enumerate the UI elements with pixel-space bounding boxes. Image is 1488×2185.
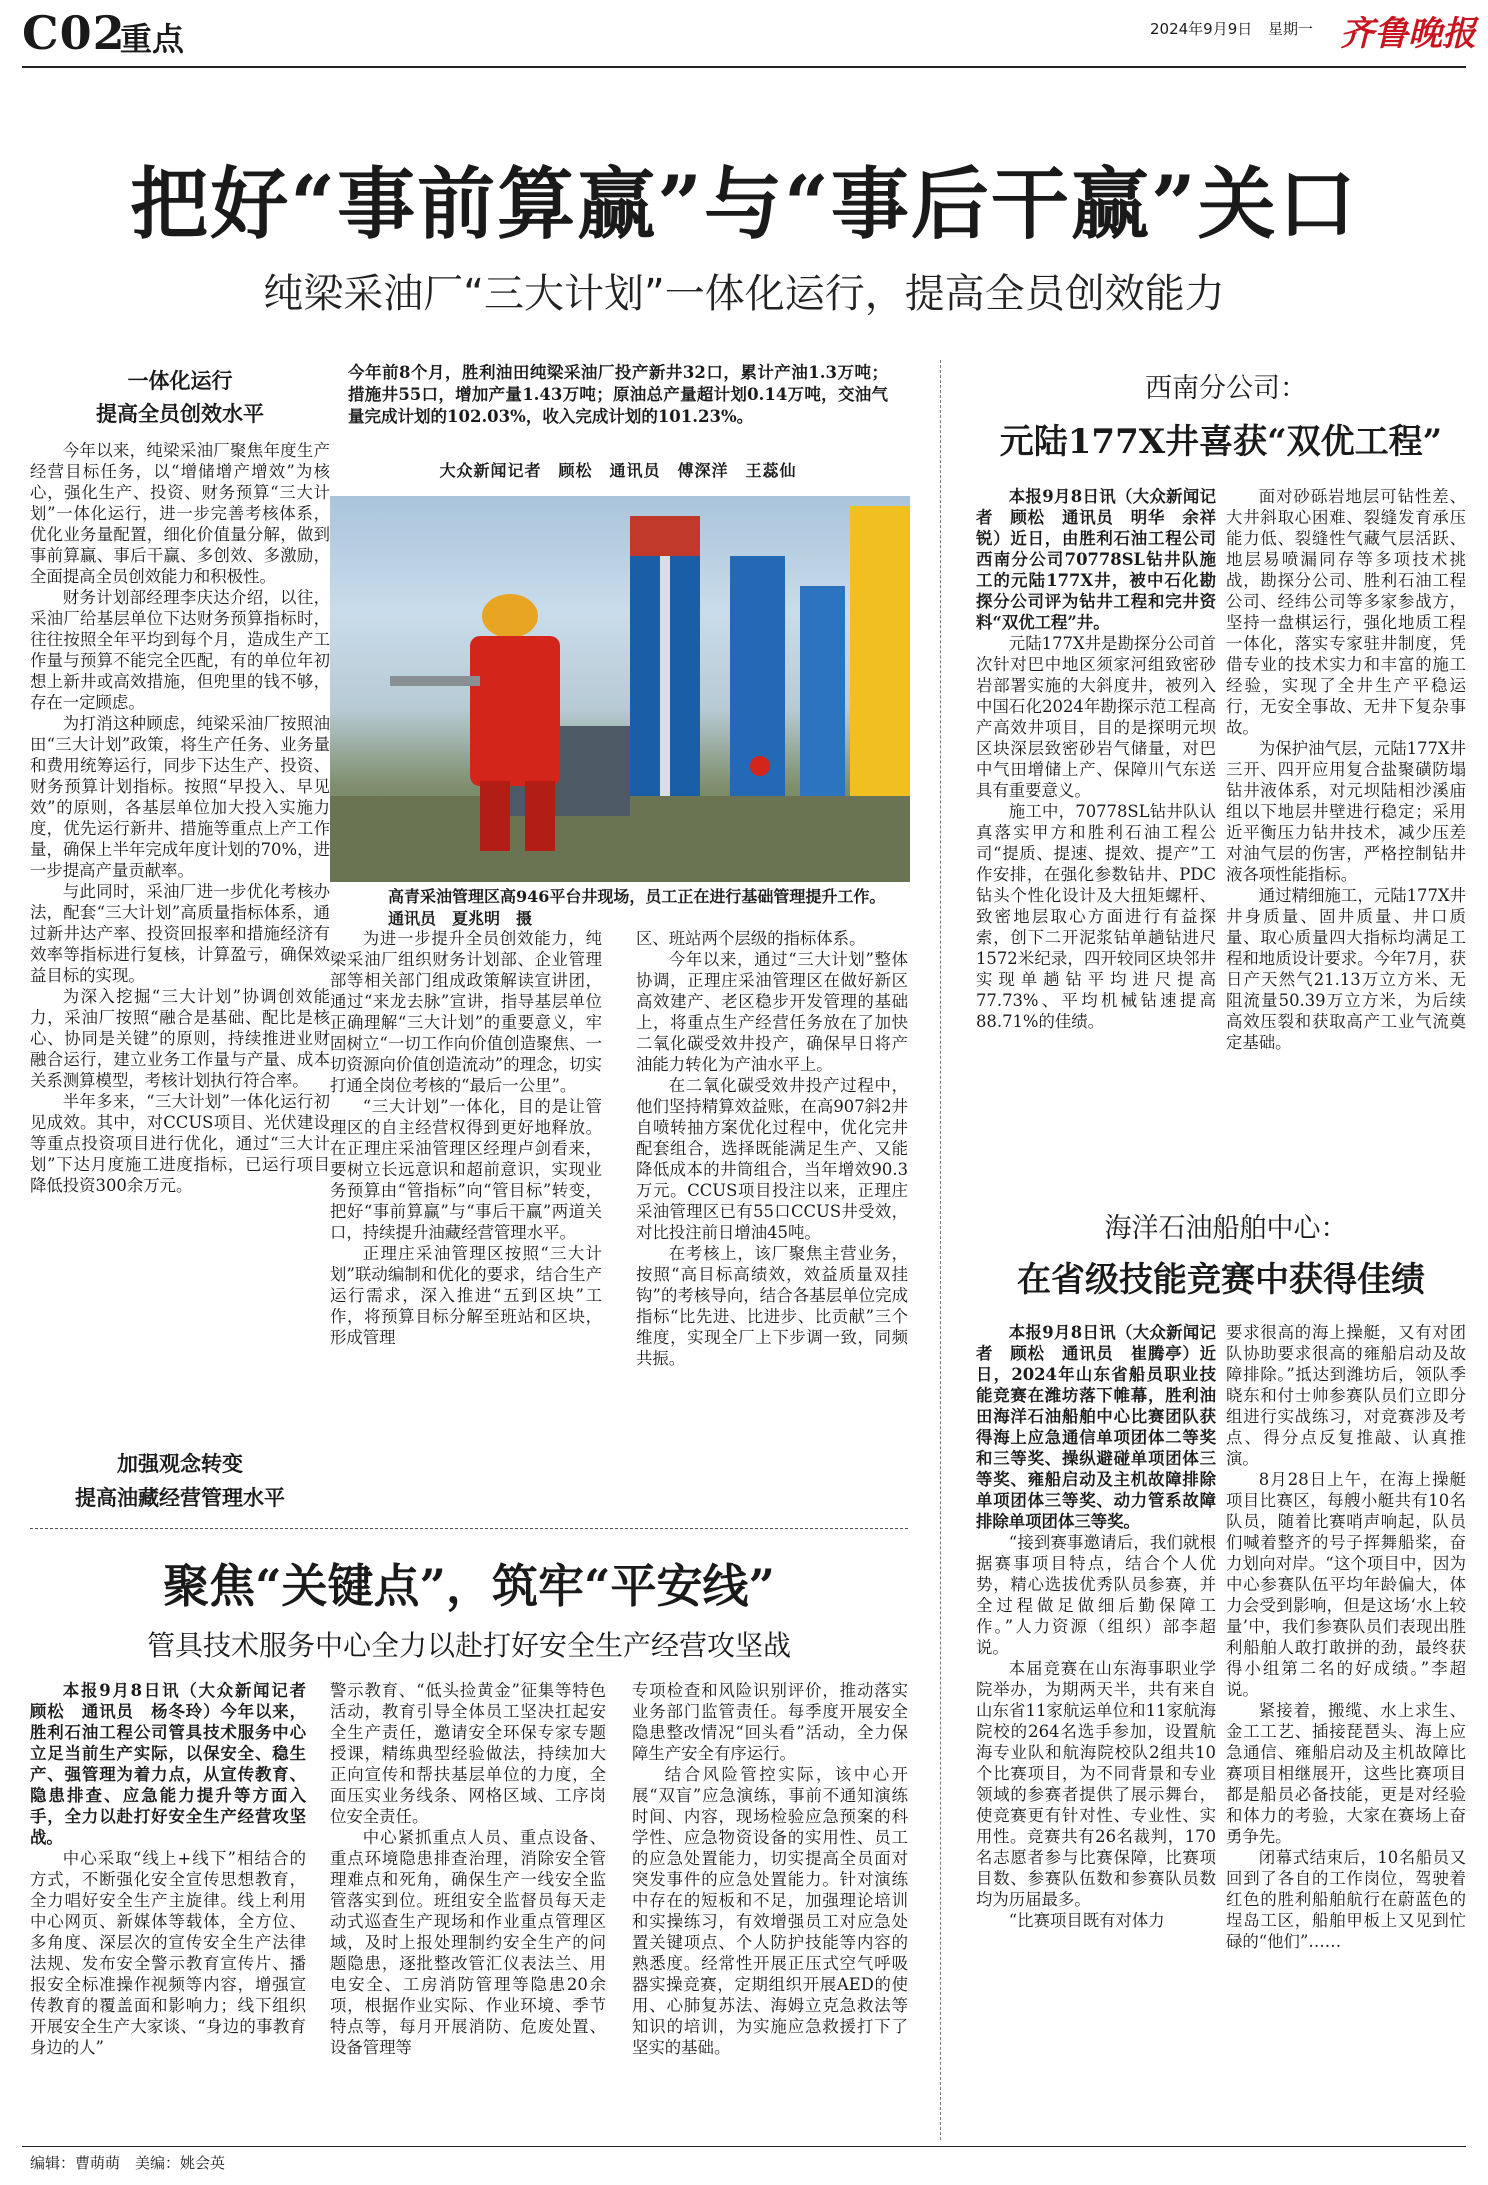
paragraph: 本报9月8日讯（大众新闻记者 顾松 通讯员 崔腾亭）近日，2024年山东省船员职业技能竞赛在潍坊落下帷幕，胜利油田海洋石油船舶中心比赛团队获得海上应急通信单项团体二等奖和三等奖、操纵避碰单项团体三等奖、雍船启动及主机故障排除单项团体三等奖、动力管系故障排除单项团体三等奖。 [976,1323,1216,1531]
paragraph: “比赛项目既有对体力 [1008,1911,1165,1930]
paragraph: 本报9月8日讯（大众新闻记者 顾松 通讯员 明华 余祥锐）近日，由胜利石油工程公司西南分公司70778SL钻井队施工的元陆177X井，被中石化勘探分公司评为钻井工程和完井资料“双优工程”井。 [976,487,1216,632]
paragraph: 8月28日上午，在海上操艇项目比赛区，每艘小艇共有10名队员，随着比赛哨声响起，队员们喊着整齐的号子挥舞船桨，奋力划向对岸。“这个项目中，因为中心参赛队伍平均年龄偏大，体力会受到影响，但是这场‘水上较量’中，我们参赛队员们表现出胜利船舶人敢打敢拼的劲，最终获得小组第二名的好成绩。”李超说。 [1226,1470,1466,1699]
paragraph: 在二氧化碳受效井投产过程中，他们坚持精算效益账，在高907斜2井自喷转抽方案优化过程中，优化完井配套组合，选择既能满足生产、又能降低成本的井筒组合，当年增效90.3万元。CCUS项目投注以来，正理庄采油管理区已有55口CCUS井受效，对比投注前日增油45吨。 [636,1076,908,1242]
story3-subtitle: 管具技术服务中心全力以赴打好安全生产经营攻坚战 [146,1629,791,1662]
story2-title: 在省级技能竞赛中获得佳绩 [1017,1260,1425,1300]
paragraph: 紧接着，搬缆、水上求生、金工工艺、插接琵琶头、海上应急通信、雍船启动及主机故障比赛项目相继展开，这些比赛项目都是船员必备技能，更是对经验和体力的考验，大家在赛场上奋勇争先。 [1226,1701,1466,1846]
story1-col-a [976,486,1216,1200]
story3-title: 聚焦“关键点”，筑牢“平安线” [163,1559,775,1613]
page-code: C02 [22,6,126,60]
main-headline: 把好“事前算赢”与“事后干赢”关口 [130,159,1358,250]
paragraph: 面对砂砾岩地层可钻性差、大井斜取心困难、裂缝发育承压能力低、裂缝性气藏气层活跃、地层易喷漏同存等多项技术挑战，勘探分公司、胜利石油工程公司、经纬公司等多家参战方，坚持一盘棋运行，强化地质工程一体化，落实专家驻井制度，凭借专业的技术实力和丰富的施工经验，实现了全井生产平稳运行，无安全事故、无井下复杂事故。 [1226,487,1466,737]
paragraph: 要求很高的海上操艇，又有对团队协助要求很高的雍船启动及故障排除。”抵达到潍坊后，领队季晓东和付士帅参赛队员们立即分组进行实战练习，对竞赛涉及考点、得分点反复推敲、认真推演。 [1226,1323,1466,1468]
paragraph: 为打消这种顾虑，纯梁采油厂按照油田“三大计划”政策，将生产任务、业务量和费用统筹运行，同步下达生产、投资、财务预算计划指标。按照“早投入、早见效”的原则，各基层单位加大投入实施力度，优先运行新井、措施等重点上产工作量，确保上半年完成年度计划的70%，进一步提高产量贡献率。 [30,714,330,880]
paragraph: “三大计划”一体化，目的是让管理区的自主经营权得到更好地释放。在正理庄采油管理区经理卢剑看来，要树立长远意识和超前意识，实现业务预算由“管指标”向“管目标”转变，把好“事前算赢”与“事后干赢”两道关口，持续提升油藏经营管理水平。 [330,1097,602,1242]
story2-kicker: 海洋石油船舶中心： [1104,1213,1348,1244]
col3-body [636,928,908,1518]
photo-caption: 高青采油管理区高946平台井现场，员工正在进行基础管理提升工作。 通讯员 夏兆明 摄 [388,887,894,928]
story2-col-a [976,1322,1216,2142]
paragraph: 今年以来，通过“三大计划”整体协调，正理庄采油管理区在做好新区高效建产、老区稳步开发管理的基础上，将重点生产经营任务放在了加快二氧化碳受效井投产，确保早日将产油能力转化为产油水平上。 [636,950,908,1074]
paragraph: 正理庄采油管理区按照“三大计划”联动编制和优化的要求，结合生产运行需求，深入推进“五到区块”工作，将预算目标分解至班站和区块，形成管理 [330,1244,602,1347]
section-label: 重点 [120,20,185,58]
column-divider [940,360,941,2140]
issue-weekday: 星期一 [1268,20,1314,38]
paragraph: “接到赛事邀请后，我们就根据赛事项目特点，结合个人优势，精心选拔优秀队员参赛，并全过程做足做细后勤保障工作。”人力资源（组织）部李超说。 [976,1533,1216,1657]
paragraph: 结合风险管控实际，该中心开展“双盲”应急演练，事前不通知演练时间、内容，现场检验应急预案的科学性、应急物资设备的实用性、员工的应急处置能力，切实提高全员面对突发事件的应急处置能力。针对演练中存在的短板和不足，加强理论培训和实操练习，有效增强员工对应急处置关键项点、个人防护技能等内容的熟悉度。经常性开展正压式空气呼吸器实操竞赛，定期组织开展AED的使用、心肺复苏法、海姆立克急救法等知识的培训，为实施应急救援打下了坚实的基础。 [632,1765,908,2057]
paragraph: 与此同时，采油厂进一步优化考核办法，配套“三大计划”高质量指标体系，通过新井达产率、投资回报率和措施经济有效率等指标进行复核，计算盈亏，确保效益目标的实现。 [30,882,330,985]
issue-date: 2024年9月9日 [1150,20,1253,38]
paragraph: 本报9月8日讯（大众新闻记者 顾松 通讯员 杨冬玲）今年以来，胜利石油工程公司管具技术服务中心立足当前生产实际，以保安全、稳生产、强管理为着力点，从宣传教育、隐患排查、应急能力提升等方面入手，全力以赴打好安全生产经营攻坚战。 [30,1681,323,1847]
header-rule [22,66,1466,68]
paragraph: 闭幕式结束后，10名船员又回到了各自的工作岗位，驾驶着红色的胜利船舶航行在蔚蓝色的埕岛工区，船舶甲板上又见到忙碌的“他们”…… [1226,1848,1466,1951]
paragraph: 警示教育、“低头捡黄金”征集等特色活动，教育引导全体员工坚决扛起安全生产责任，邀请安全环保专家专题授课，精练典型经验做法，持续加大正向宣传和帮扶基层单位的力度，全面压实业务线条、网格区域、工序岗位安全责任。 [330,1681,606,1826]
story1-col-b [1226,486,1466,1200]
newspaper-logo: 齐鲁晚报 [1340,14,1476,54]
col1-heading-4: 提高油藏经营管理水平 [75,1485,285,1510]
paragraph: 本届竞赛在山东海事职业学院举办，为期两天半，共有来自山东省11家航运单位和11家航海院校的264名选手参加，设置航海专业队和航海院校队2组共10个比赛项目，为不同背景和专业领域的参赛者提供了展示舞台，使竞赛更有针对性、专业性、实用性。竞赛共有26名裁判，170名志愿者参与比赛保障，比赛项目数、参赛队伍数和参赛队员数均为历届最多。 [976,1659,1216,1909]
paragraph: 在考核上，该厂聚焦主营业务，按照“高目标高绩效，效益质量双挂钩”的考核导向，结合各基层单位完成指标“比先进、比进步、比贡献”三个维度，实现全厂上下步调一致，同频共振。 [636,1244,908,1368]
main-lead: 今年前8个月，胜利油田纯梁采油厂投产新井32口，累计产油1.3万吨；措施井55口，增加产量1.43万吨；原油总产量超计划0.14万吨，交油气量完成计划的102.03%，收入完成计划的101.23%。 [348,363,888,426]
footer-rule [22,2146,1466,2147]
paragraph: 中心紧抓重点人员、重点设备、重点环境隐患排查治理，消除安全管理难点和死角，确保生产一线安全监管落实到位。班组安全监督员每天走动式巡查生产现场和作业重点管理区域，及时上报处理制约安全生产的问题隐患，逐批整改管汇仪表法兰、用电安全、工房消防管理等隐患20余项，根据作业实际、作业环境、季节特点等，每月开展消防、危废处置、设备管理等 [330,1828,606,2057]
story3-col-b [330,1680,606,2142]
paragraph: 中心采取“线上+线下”相结合的方式，不断强化安全宣传思想教育，全力唱好安全生产主旋律。线上利用中心网页、新媒体等载体，全方位、多角度、深层次的宣传安全生产法律法规、发布安全警示教育宣传片、播报安全标准操作视频等内容，增强宣传教育的覆盖面和影响力；线下组织开展安全生产大家谈、“身边的事教育身边的人” [30,1849,306,2057]
story1-title: 元陆177X井喜获“双优工程” [999,422,1443,462]
paragraph: 为进一步提升全员创效能力，纯梁采油厂组织财务计划部、企业管理部等相关部门组成政策解读宣讲团，通过“来龙去脉”宣讲，指导基层单位正确理解“三大计划”的重要意义，牢固树立“一切工作向价值创造聚焦、一切资源向价值创造流动”的理念，切实打通全岗位考核的“最后一公里”。 [330,929,602,1095]
story1-kicker: 西南分公司： [1145,373,1307,404]
paragraph: 施工中，70778SL钻井队认真落实甲方和胜利石油工程公司“提质、提速、提效、提产”工作安排，在强化参数钻井、PDC钻头个性化设计及大扭矩螺杆、致密地层取心方面进行有益探索，创下二开泥浆钻单趟钻进尺1572米纪录，四开较同区块邻井实现单趟钻平均进尺提高77.73%、平均机械钻速提高88.71%的佳绩。 [976,802,1216,1031]
paragraph: 元陆177X井是勘探分公司首次针对巴中地区须家河组致密砂岩部署实施的大斜度井，被列入中国石化2024年勘探示范工程高产高效井项目，目的是探明元坝区块深层致密砂岩气储量，对巴中气田增储上产、保障川气东送具有重要意义。 [976,634,1216,800]
story3-col-a [30,1680,323,2142]
oilfield-workers-photo [330,496,910,882]
col1-heading-2: 提高全员创效水平 [96,401,264,426]
main-byline: 大众新闻记者 顾松 通讯员 傅深洋 王蕊仙 [439,461,797,480]
col1-heading-3: 加强观念转变 [117,1451,243,1476]
paragraph: 专项检查和风险识别评价，推动落实业务部门监管责任。每季度开展安全隐患整改情况“回头看”活动，全力保障生产安全有序运行。 [632,1681,908,1763]
col1-heading-1: 一体化运行 [127,368,233,393]
editor-credits: 编辑：曹萌萌 美编：姚会英 [30,2154,226,2172]
paragraph: 财务计划部经理李庆达介绍，以往，采油厂给基层单位下达财务预算指标时，往往按照全年平均到每个月，造成生产工作量与预算不能完全匹配，有的单位年初想上新井或高效措施，但兜里的钱不够，存在一定顾虑。 [30,588,330,712]
story3-col-c [632,1680,908,2142]
paragraph: 半年多来，“三大计划”一体化运行初见成效。其中，对CCUS项目、光伏建设等重点投资项目进行优化，通过“三大计划”下达月度施工进度指标，已运行项目降低投资300余万元。 [30,1092,330,1195]
main-subheadline: 纯梁采油厂“三大计划”一体化运行，提高全员创效能力 [263,271,1225,317]
news-photo [330,496,910,882]
story2-col-b [1226,1322,1466,2142]
paragraph: 通过精细施工，元陆177X井井身质量、固井质量、井口质量、取心质量四大指标均满足工程和地质设计要求。今年7月，获日产天然气21.13万立方米、无阻流量50.39万立方米，为后续高效压裂和获取高产工业气流奠定基础。 [1226,886,1466,1052]
paragraph: 为深入挖掘“三大计划”协调创效能力，采油厂按照“融合是基础、配比是核心、协同是关键”的原则，持续推进业财融合运行，建立业务工作量与产量、成本关系测算模型，考核计划执行符合率。 [30,987,330,1090]
section-divider [30,1528,908,1529]
paragraph: 区、班站两个层级的指标体系。 [636,929,866,948]
paragraph: 为保护油气层，元陆177X井三开、四开应用复合盐聚磺防塌钻井液体系，对元坝陆相沙溪庙组以下地层井壁进行稳定；采用近平衡压力钻井技术，减少压差对油气层的伤害，严格控制钻井液各项性能指标。 [1226,739,1466,884]
col1-body [30,440,330,1440]
paragraph: 今年以来，纯梁采油厂聚焦年度生产经营目标任务，以“增储增产增效”为核心，强化生产、投资、财务预算“三大计划”一体化运行，进一步完善考核体系，优化业务量配置，细化价值量分解，做到事前算赢、事后干赢、多创效、多激励，全面提高全员创效能力和积极性。 [30,441,330,586]
col2-body [330,928,602,1518]
